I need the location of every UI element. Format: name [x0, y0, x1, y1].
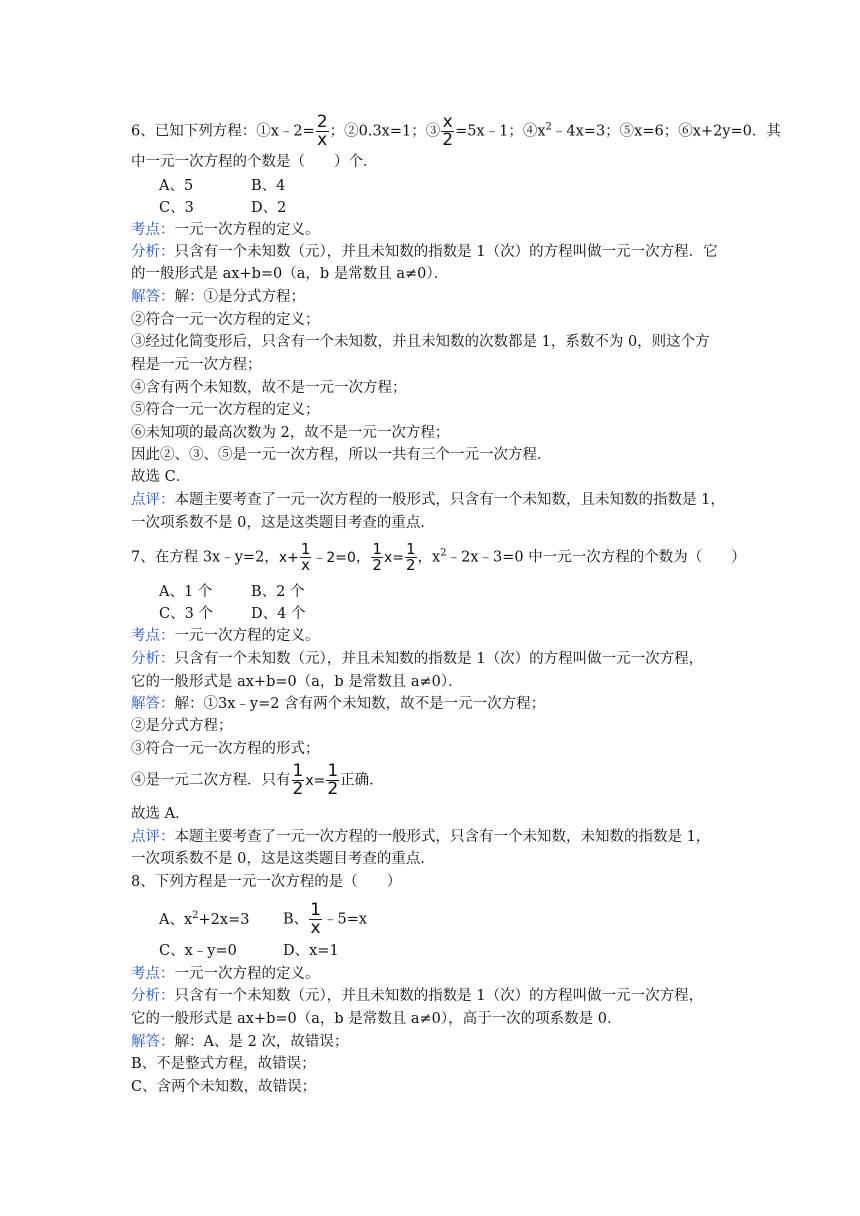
- q6-fenxi-line-1: 分析：只含有一个未知数（元），并且未知数的指数是 1（次）的方程叫做一元一次方程．它: [131, 244, 718, 260]
- q7-dianping-line-1: 点评：本题主要考查了一元一次方程的一般形式，只含有一个未知数，未知数的指数是 1，: [131, 829, 711, 845]
- q6-fraction-x-over-2: $\frac{x}{2}$: [442, 112, 454, 150]
- q6-fraction-2-over-x: $\frac{2}{x}$: [316, 112, 328, 150]
- q6-stem-text: 6、已知下列方程：①x﹣2=: [131, 123, 315, 140]
- q8-fraction-1-over-x: $\frac{1}{x}$: [310, 900, 321, 938]
- q6-body-line: ⑤符合一元一次方程的定义；: [131, 402, 320, 418]
- q8-options-row-2: [159, 941, 339, 961]
- q7-dianping-line-2: 一次项系数不是 0，这是这类题目考查的重点．: [131, 851, 435, 867]
- q7-fenxi-line-2: 它的一般形式是 ax+b=0（a，b 是常数且 a≠0）．: [131, 674, 463, 690]
- q7-jieda: 解答：解：①3x﹣y=2 含有两个未知数，故不是一元一次方程；: [131, 696, 546, 712]
- q8-fenxi-line-1: 分析：只含有一个未知数（元），并且未知数的指数是 1（次）的方程叫做一元一次方程，: [131, 988, 704, 1004]
- q6-stem-line-1: 6、已知下列方程：①x﹣2= $\frac{2}{x}$ ；②0.3x=1；③ $\frac{x}{2}$ =5x﹣1；$④x^2﹣4x=3$；⑤x=6；⑥x+2y=0．其: [131, 112, 781, 150]
- q6-jieda: 解答：解：①是分式方程；: [131, 289, 305, 305]
- q6-body-line: 程是一元一次方程；: [131, 357, 262, 373]
- q7-kaodian: 考点：一元一次方程的定义。: [131, 628, 320, 644]
- q6-option-d: D、2: [251, 200, 287, 216]
- q7-stem-line-1: 7、在方程 3x﹣y=2，x+ $\frac{1}{x}$ ﹣2=0， $\frac{1}{2}$ x= $\frac{1}{2}$ ，$x^2﹣2x﹣3=0$ 中一元一次方程的个数为（ ）: [131, 540, 746, 574]
- q8-option-b: B、 $\frac{1}{x}$ ﹣5=x: [283, 900, 368, 938]
- q6-option-a: A、5: [159, 178, 194, 194]
- q8-options-row-1: [159, 902, 367, 937]
- q7-option-d: D、4 个: [251, 606, 306, 622]
- q6-dianping-line-1: 点评：本题主要考查了一元一次方程的一般形式，只含有一个未知数，且未知数的指数是 1，: [131, 492, 725, 508]
- q7-fenxi-line-1: 分析：只含有一个未知数（元），并且未知数的指数是 1（次）的方程叫做一元一次方程，: [131, 651, 704, 667]
- q6-option-b: B、4: [251, 178, 286, 194]
- q6-stem-line-2: 中一元一次方程的个数是（ ）个．: [131, 154, 378, 170]
- q6-body-line: ②符合一元一次方程的定义；: [131, 312, 320, 328]
- q8-option-d: D、x=1: [283, 943, 339, 959]
- q6-body-line: ③经过化简变形后，只含有一个未知数，并且未知数的次数都是 1，系数不为 0，则这个方: [131, 334, 710, 350]
- q8-body-line: C、含两个未知数，故错误；: [131, 1079, 317, 1095]
- q6-options-row-2: [159, 198, 286, 218]
- q6-kaodian: 考点：一元一次方程的定义。: [131, 222, 320, 238]
- q7-expression-half-x-equals-half: $\frac{1}{2}$ x= $\frac{1}{2}$: [292, 761, 339, 799]
- q7-expression-x-plus-1-over-x: x+ $\frac{1}{x}$ ﹣2=0: [278, 540, 356, 574]
- q7-option-b: B、2 个: [251, 584, 305, 600]
- q8-option-a: A、$x^2+2x=3$: [159, 909, 250, 928]
- q7-answer: 故选 A．: [131, 806, 190, 822]
- q6-dianping-line-2: 一次项系数不是 0，这是这类题目考查的重点．: [131, 515, 435, 531]
- q6-options-row-1: [159, 176, 285, 196]
- q7-option-a: A、1 个: [159, 584, 213, 600]
- q7-body-line: ②是分式方程；: [131, 718, 233, 734]
- q6-answer: 故选 C．: [131, 469, 191, 485]
- q6-body-line: 因此②、③、⑤是一元一次方程，所以一共有三个一元一次方程．: [131, 447, 552, 463]
- q6-fenxi-line-2: 的一般形式是 ax+b=0（a，b 是常数且 a≠0）．: [131, 266, 449, 282]
- q7-options-row-2: [159, 604, 305, 624]
- q7-body-line-4: ④是一元二次方程．只有 $\frac{1}{2}$ x= $\frac{1}{2}$ 正确．: [131, 761, 384, 799]
- q8-option-c: C、x﹣y=0: [159, 943, 237, 959]
- q8-fenxi-line-2: 它的一般形式是 ax+b=0（a，b 是常数且 a≠0），高于一次的项系数是 0．: [131, 1011, 622, 1027]
- q6-body-line: ④含有两个未知数，故不是一元一次方程；: [131, 380, 407, 396]
- q7-options-row-1: [159, 582, 305, 602]
- q7-body-line: ③符合一元一次方程的形式；: [131, 741, 320, 757]
- q7-expression-half-x: $\frac{1}{2}$ x= $\frac{1}{2}$: [372, 540, 416, 574]
- q7-fraction-1-over-x: $\frac{1}{x}$: [300, 540, 311, 574]
- q6-option-c: C、3: [159, 200, 194, 216]
- q6-body-line: ⑥未知项的最高次数为 2，故不是一元一次方程；: [131, 425, 450, 441]
- q8-jieda: 解答：解：A、是 2 次，故错误；: [131, 1034, 349, 1050]
- q8-body-line: B、不是整式方程，故错误；: [131, 1056, 316, 1072]
- q7-option-c: C、3 个: [159, 606, 213, 622]
- q8-stem: 8、下列方程是一元一次方程的是（ ）: [131, 874, 402, 890]
- q8-kaodian: 考点：一元一次方程的定义。: [131, 966, 320, 982]
